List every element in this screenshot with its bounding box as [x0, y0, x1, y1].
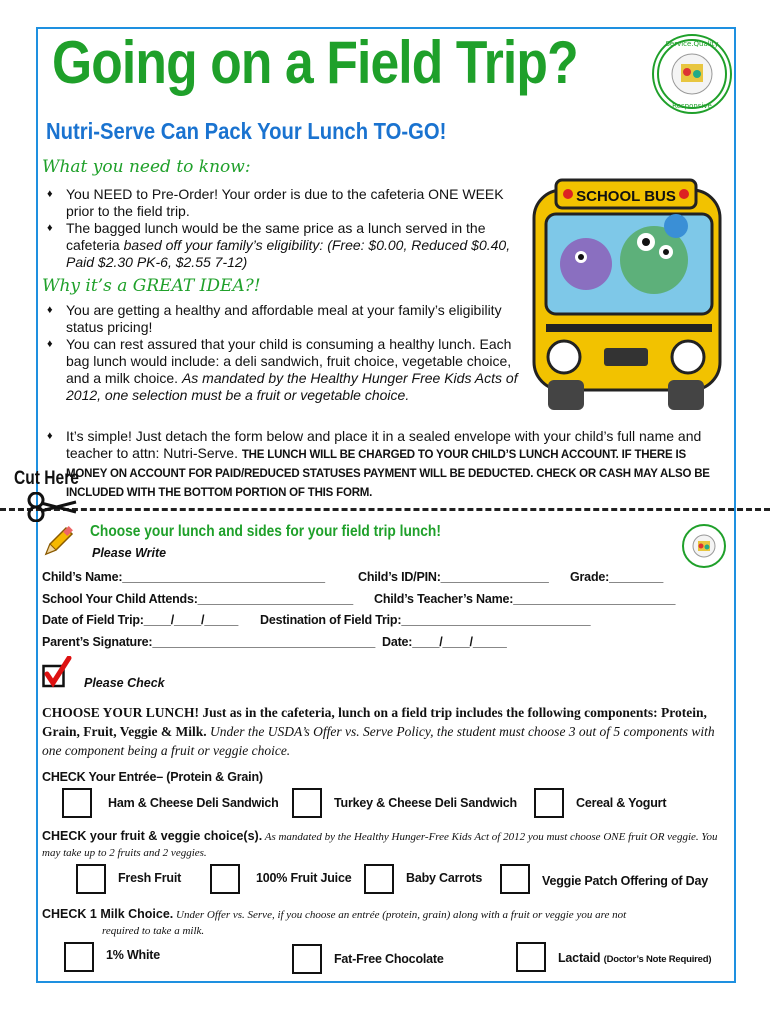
lactaid-note: (Doctor’s Note Required) — [603, 954, 712, 965]
nutri-serve-logo-small — [682, 524, 726, 568]
please-check-label: Please Check — [84, 676, 165, 690]
bus-label: SCHOOL BUS — [576, 188, 676, 205]
page-title: Going on a Field Trip? — [52, 29, 578, 96]
checkmark-icon — [42, 656, 72, 695]
great-idea-list — [40, 302, 518, 404]
fruit-option-label: Fresh Fruit — [118, 871, 182, 885]
school-bus-illustration — [526, 172, 726, 412]
milk-option-label: Fat-Free Chocolate — [334, 952, 444, 966]
list-item: ♦ You are getting a healthy and affordable meal at your family’s eligibility status pricing! — [40, 302, 518, 336]
veggie-option-label: Baby Carrots — [406, 871, 483, 885]
school-field[interactable]: School Your Child Attends:_______________________ — [42, 592, 353, 606]
logo-seal-icon — [684, 526, 724, 566]
entree-heading: CHECK Your Entrée– (Protein & Grain) — [42, 770, 263, 784]
school-bus-icon — [526, 172, 726, 412]
list-item: ♦ You can rest assured that your child is consuming a healthy lunch. Each bag lunch would include: a deli sandwich, fruit choice, vegetable choice, and a milk choice. As mandated by the Healthy Hunger Free Kids Acts of 2012, one selection must be a fruit or vegetable choice. — [40, 336, 518, 404]
simple-list — [40, 428, 724, 502]
nutri-serve-logo — [652, 34, 732, 114]
veggie-checkbox-carrots[interactable] — [364, 864, 394, 894]
list-item: ♦ The bagged lunch would be the same price as a lunch served in the cafeteria based off your family’s eligibility: (Free: $0.00, Reduced $0.40, Paid $2.30 PK-6, $2.55 7-12) — [40, 220, 518, 271]
entree-option-label: Ham & Cheese Deli Sandwich — [108, 796, 279, 810]
pencil-icon — [42, 524, 76, 563]
milk-checkbox-lactaid[interactable] — [516, 942, 546, 972]
great-idea-heading: Why it’s a GREAT IDEA?! — [42, 276, 261, 296]
entree-option-label: Turkey & Cheese Deli Sandwich — [334, 796, 517, 810]
list-item: ♦ You NEED to Pre-Order! Your order is due to the cafeteria ONE WEEK prior to the field trip. — [40, 186, 518, 220]
please-write-label: Please Write — [92, 546, 167, 560]
destination-field[interactable]: Destination of Field Trip:____________________________ — [260, 613, 591, 627]
signature-date-field[interactable]: Date:____/____/_____ — [382, 635, 507, 649]
svg-text:Service.Quality: Service.Quality — [665, 40, 719, 48]
fruit-checkbox-fresh[interactable] — [76, 864, 106, 894]
teacher-field[interactable]: Child’s Teacher’s Name:________________________ — [374, 592, 676, 606]
need-to-know-list — [40, 186, 518, 271]
subtitle: Nutri-Serve Can Pack Your Lunch TO-GO! — [46, 118, 447, 144]
veggie-option-label: Veggie Patch Offering of Day — [542, 874, 708, 888]
milk-option-label: 1% White — [106, 948, 160, 962]
cut-here-label: Cut Here — [14, 468, 79, 489]
fruit-veggie-instructions: CHECK your fruit & veggie choice(s). As mandated by the Healthy Hunger-Free Kids Act of 2012 you must choose ONE fruit OR veggie. You may take up to 2 fruits and 2 veggies. — [42, 829, 718, 859]
parent-signature-field[interactable]: Parent’s Signature:_________________________________ — [42, 635, 376, 649]
childs-id-field[interactable]: Child’s ID/PIN:________________ — [358, 570, 549, 584]
veggie-checkbox-patch[interactable] — [500, 864, 530, 894]
grade-field[interactable]: Grade:________ — [570, 570, 664, 584]
cut-line — [0, 508, 770, 511]
scissors-icon — [26, 492, 78, 527]
entree-checkbox-ham[interactable] — [62, 788, 92, 818]
choose-lunch-instructions: CHOOSE YOUR LUNCH! Just as in the cafeteria, lunch on a field trip includes the following components: Protein, Grain, Fruit, Veggie & Milk. Under the USDA’s Offer vs. Serve Policy, the student must choose 3 out of 5 components with one component being a fruit or veggie choice. — [42, 705, 715, 758]
logo-seal-icon — [654, 36, 730, 112]
childs-name-field[interactable]: Child’s Name:______________________________ — [42, 570, 325, 584]
need-to-know-heading: What you need to know: — [42, 157, 251, 177]
entree-checkbox-cereal[interactable] — [534, 788, 564, 818]
entree-option-label: Cereal & Yogurt — [576, 796, 667, 810]
milk-checkbox-chocolate[interactable] — [292, 944, 322, 974]
fruit-option-label: 100% Fruit Juice — [256, 871, 352, 885]
milk-checkbox-white[interactable] — [64, 942, 94, 972]
fruit-checkbox-juice[interactable] — [210, 864, 240, 894]
list-item: ♦ It’s simple! Just detach the form below and place it in a sealed envelope with your child’s full name and teacher to attn: Nutri-Serve. THE LUNCH WILL BE CHARGED TO YOUR CHILD’S LUNCH ACCOUNT. IF THERE IS MONEY ON ACCOUNT FOR PAID/REDUCED STATUSES PAYMENT WILL BE DEDUCTED. CHECK OR CASH MAY ALSO BE INCLUDED WITH THE BOTTOM PORTION OF THIS FORM. — [40, 428, 724, 502]
svg-text:Responsive: Responsive — [672, 102, 712, 110]
form-heading: Choose your lunch and sides for your field trip lunch! — [90, 523, 441, 540]
date-of-trip-field[interactable]: Date of Field Trip:____/____/_____ — [42, 613, 239, 627]
entree-checkbox-turkey[interactable] — [292, 788, 322, 818]
milk-option-label: Lactaid (Doctor’s Note Required) — [558, 951, 712, 965]
milk-instructions: CHECK 1 Milk Choice. Under Offer vs. Serve, if you choose an entrée (protein, grain) along with a fruit or veggie you are not required to take a milk. — [42, 907, 627, 937]
